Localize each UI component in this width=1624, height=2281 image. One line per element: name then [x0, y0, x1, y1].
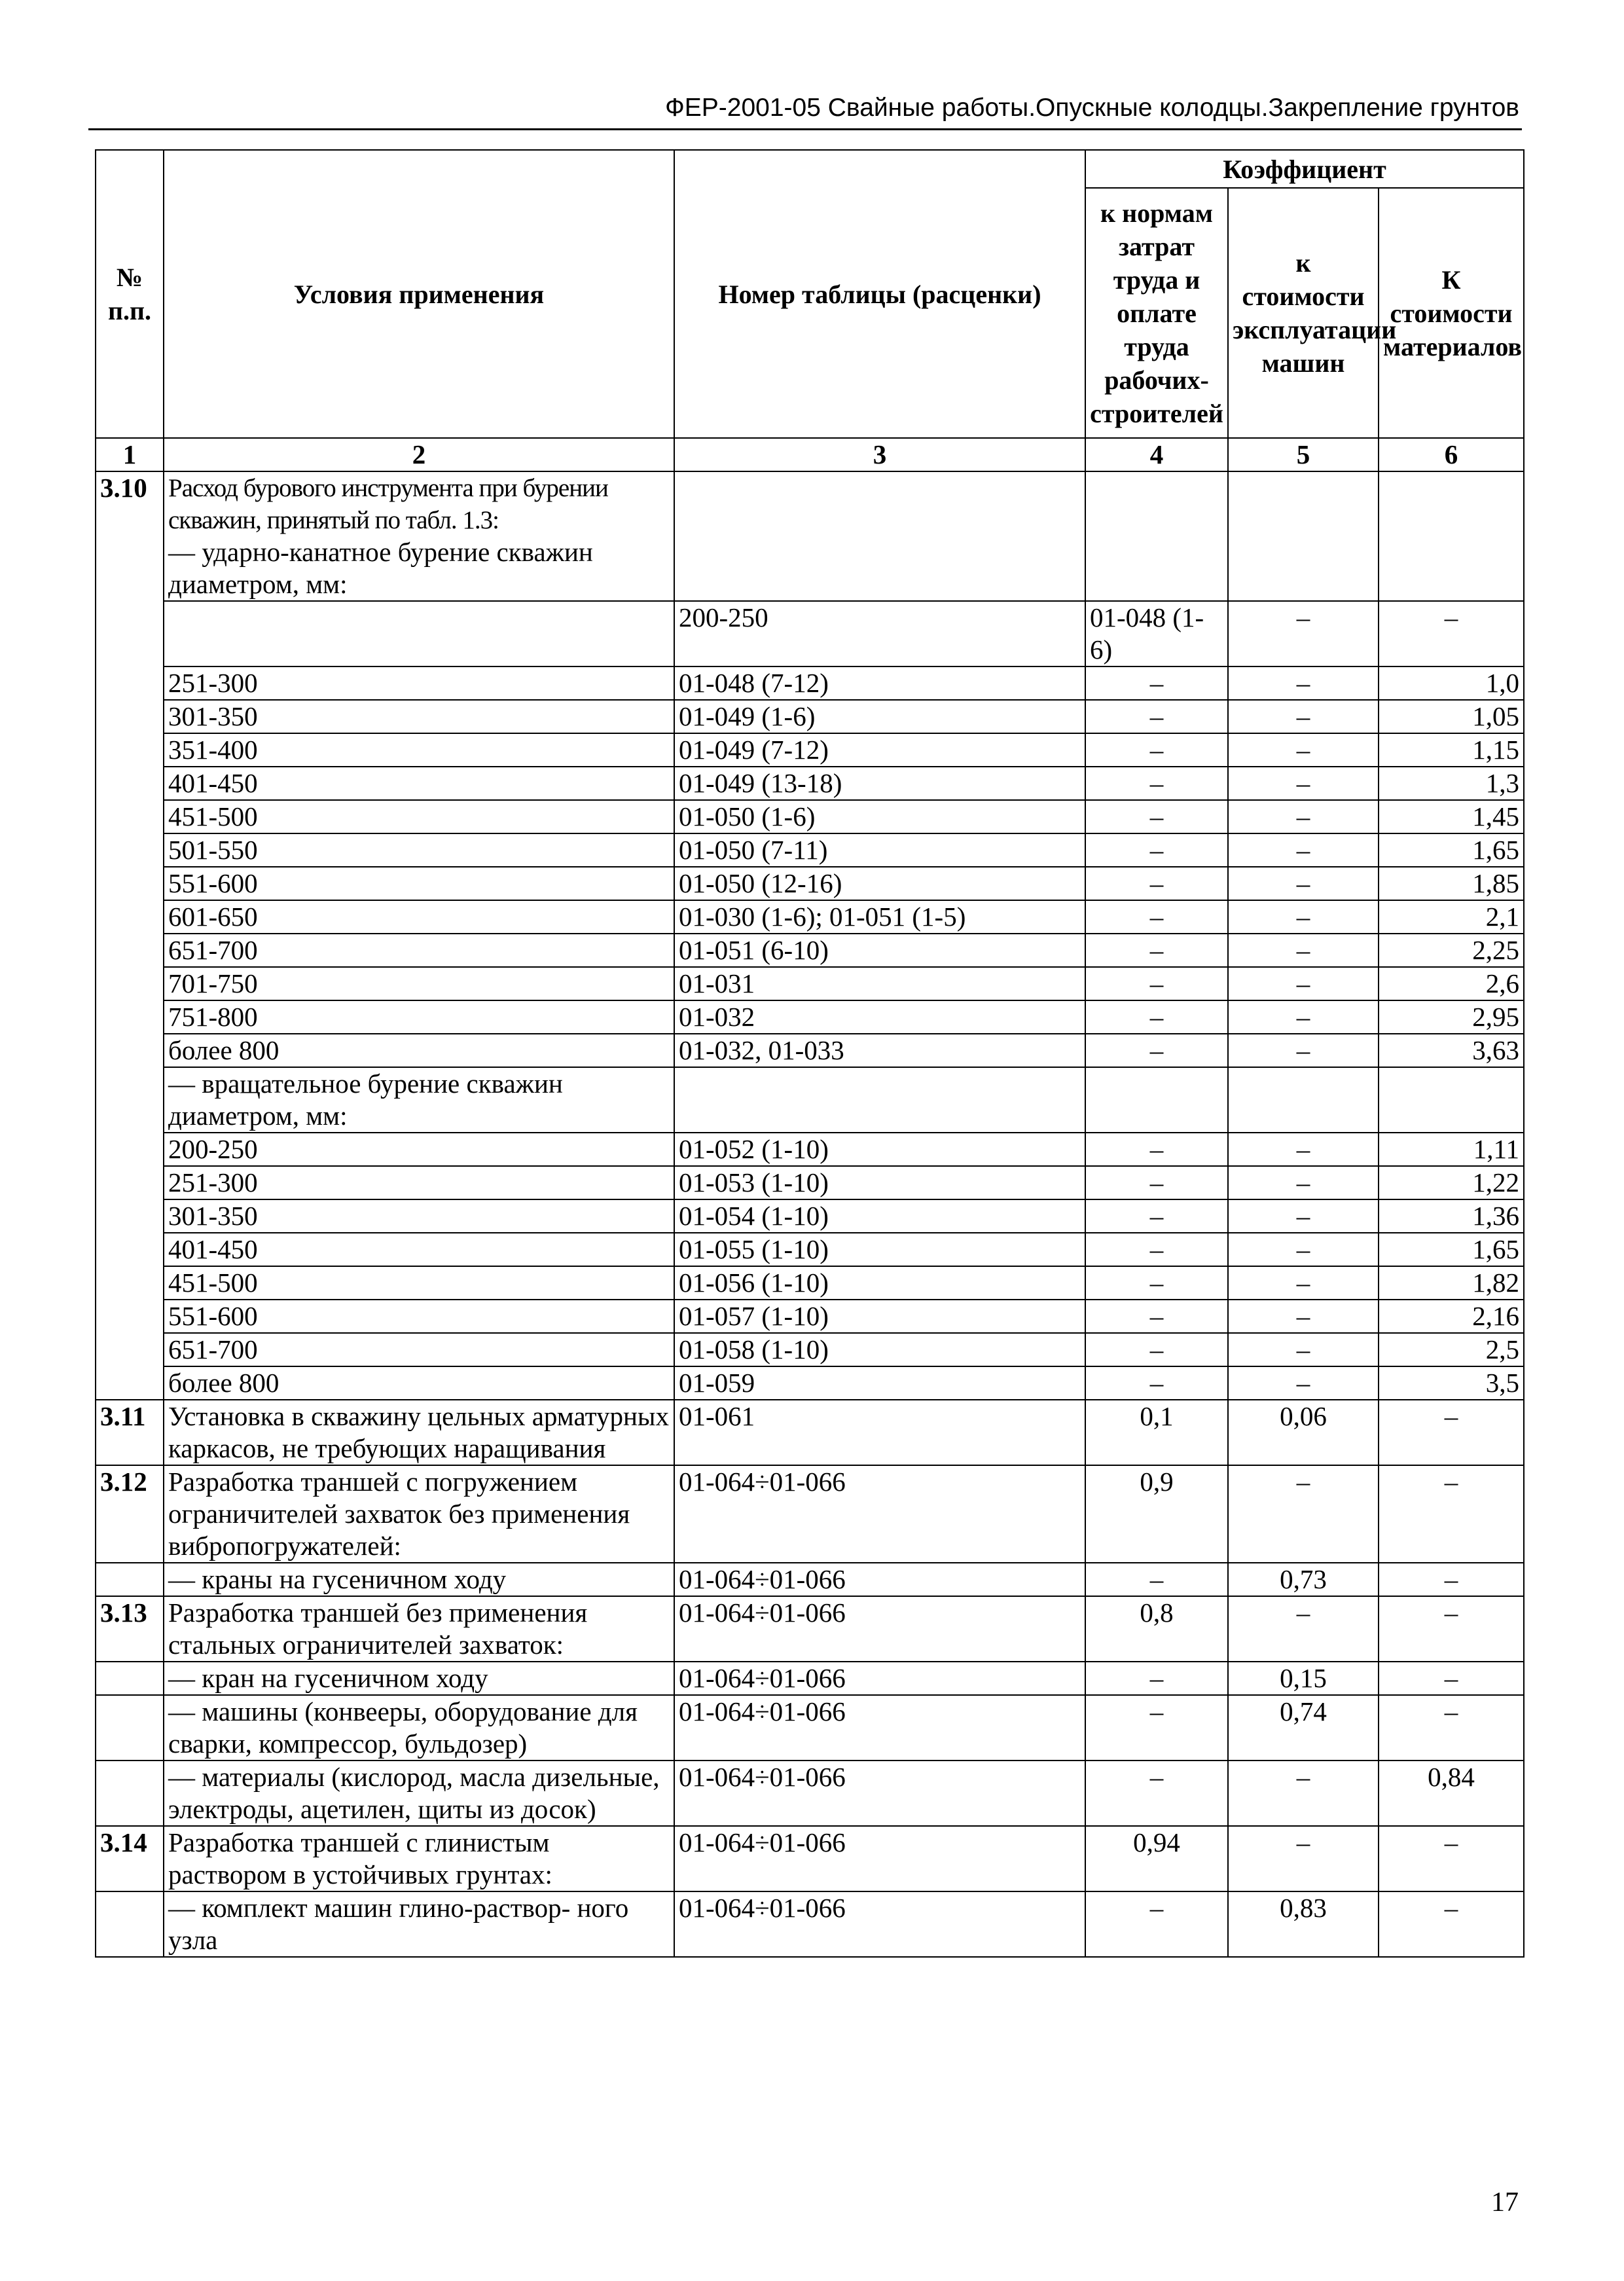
empty-cell [1228, 471, 1379, 536]
coef-machines: – [1228, 1166, 1379, 1199]
section-number-empty [96, 900, 164, 934]
header-rule [88, 128, 1522, 130]
empty-cell [1379, 536, 1524, 601]
diameter-range: 451-500 [164, 1266, 674, 1300]
empty-cell [1379, 471, 1524, 536]
coef-machines: 0,06 [1228, 1400, 1379, 1465]
section-number-empty [96, 1761, 164, 1826]
section-condition: Расход бурового инструмента при бурении скважин, принятый по табл. 1.3: [164, 471, 674, 536]
coef-labor: – [1085, 767, 1228, 800]
diameter-range: 651-700 [164, 1333, 674, 1366]
table-reference: 01-064÷01-066 [674, 1761, 1085, 1826]
table-row [96, 1300, 1524, 1333]
coef-machines: – [1228, 833, 1379, 867]
section-number-empty [96, 1695, 164, 1761]
coef-machines: – [1379, 601, 1524, 666]
coef-materials: 1,36 [1379, 1199, 1524, 1233]
coef-materials: – [1379, 1662, 1524, 1695]
table-reference: 01-064÷01-066 [674, 1695, 1085, 1761]
coef-labor: 0,1 [1085, 1400, 1228, 1465]
coef-machines: – [1228, 1761, 1379, 1826]
coef-materials: 1,65 [1379, 833, 1524, 867]
table-row [96, 1199, 1524, 1233]
coef-labor: – [1085, 967, 1228, 1000]
coef-materials: 1,22 [1379, 1166, 1524, 1199]
col-header-table-no: Номер таблицы (расценки) [674, 150, 1085, 438]
table-reference: 01-049 (1-6) [674, 700, 1085, 733]
col-header-num: № п.п. [96, 150, 164, 438]
diameter-range: 601-650 [164, 900, 674, 934]
coef-labor: – [1085, 1133, 1228, 1166]
table-row [96, 900, 1524, 934]
coef-labor: – [1085, 900, 1228, 934]
coef-machines: – [1228, 733, 1379, 767]
coef-labor: – [1085, 1233, 1228, 1266]
diameter-range: 251-300 [164, 666, 674, 700]
table-reference: 01-052 (1-10) [674, 1133, 1085, 1166]
coef-labor: – [1085, 1166, 1228, 1199]
empty-cell [674, 1067, 1085, 1133]
table-row [96, 1233, 1524, 1266]
coef-machines: – [1228, 900, 1379, 934]
section-condition: Разработка траншей без применения стальных ограничителей захваток: [164, 1596, 674, 1662]
empty-cell [1085, 536, 1228, 601]
coef-materials: 0,84 [1379, 1761, 1524, 1826]
table-reference: 01-049 (7-12) [674, 733, 1085, 767]
coef-labor: – [1085, 1300, 1228, 1333]
coef-labor: – [1085, 1000, 1228, 1034]
table-reference: 01-050 (1-6) [674, 800, 1085, 833]
section-number-empty [96, 1266, 164, 1300]
coef-materials: 3,5 [1379, 1366, 1524, 1400]
coef-labor: 0,9 [1085, 1465, 1228, 1563]
col-header-coefficient: Коэффициент [1085, 150, 1524, 188]
section-number-empty [96, 934, 164, 967]
table-reference: 01-055 (1-10) [674, 1233, 1085, 1266]
section-number-empty [96, 1233, 164, 1266]
table-reference: 01-053 (1-10) [674, 1166, 1085, 1199]
sub-condition: — машины (конвееры, оборудование для сварки, компрессор, бульдозер) [164, 1695, 674, 1761]
table-reference: 01-054 (1-10) [674, 1199, 1085, 1233]
subsection-label: — вращательное бурение скважин диаметром, мм: [164, 1067, 674, 1133]
coef-materials: 1,45 [1379, 800, 1524, 833]
diameter-range: 501-550 [164, 833, 674, 867]
section-number-empty [96, 1300, 164, 1333]
coef-machines: – [1228, 1133, 1379, 1166]
col-number: 1 [96, 438, 164, 471]
table-reference: 01-030 (1-6); 01-051 (1-5) [674, 900, 1085, 934]
coef-materials: 2,6 [1379, 967, 1524, 1000]
table-row [96, 700, 1524, 733]
coef-materials: 1,85 [1379, 867, 1524, 900]
coef-machines: – [1228, 800, 1379, 833]
coef-machines: 0,15 [1228, 1662, 1379, 1695]
col-number: 6 [1379, 438, 1524, 471]
coef-machines: – [1228, 1266, 1379, 1300]
coef-labor: – [1085, 666, 1228, 700]
coef-labor: 0,94 [1085, 1826, 1228, 1891]
col-header-conditions: Условия применения [164, 150, 674, 438]
coef-machines: – [1228, 1034, 1379, 1067]
coef-materials: – [1379, 1465, 1524, 1563]
empty-cell [1085, 471, 1228, 536]
table-reference: 01-031 [674, 967, 1085, 1000]
coef-materials: 1,15 [1379, 733, 1524, 767]
table-reference: 01-048 (7-12) [674, 666, 1085, 700]
coef-machines: – [1228, 1465, 1379, 1563]
col-number: 2 [164, 438, 674, 471]
coef-materials: 1,82 [1379, 1266, 1524, 1300]
section-number-empty [96, 1067, 164, 1133]
coef-materials: 1,0 [1379, 666, 1524, 700]
page-number: 17 [1491, 2187, 1519, 2217]
coef-labor: – [1085, 1266, 1228, 1300]
table-reference: 01-048 (1-6) [1085, 601, 1228, 666]
coef-machines: – [1228, 1333, 1379, 1366]
diameter-range: 701-750 [164, 967, 674, 1000]
coef-labor: – [1085, 1034, 1228, 1067]
diameter-range: более 800 [164, 1034, 674, 1067]
table-row [96, 1000, 1524, 1034]
diameter-range: 401-450 [164, 767, 674, 800]
section-number-empty [164, 601, 674, 666]
coef-machines: 0,73 [1228, 1563, 1379, 1596]
table-row [96, 1266, 1524, 1300]
section-number: 3.12 [96, 1465, 164, 1563]
col-header-labor: к нормам затрат труда и оплате труда рабочих-строителей [1085, 188, 1228, 438]
coef-machines: – [1228, 1596, 1379, 1662]
table-row [96, 767, 1524, 800]
empty-cell [1379, 1067, 1524, 1133]
section-number-empty [96, 1333, 164, 1366]
section-number-empty [96, 767, 164, 800]
coef-machines: – [1228, 1000, 1379, 1034]
col-number: 4 [1085, 438, 1228, 471]
coef-machines: – [1228, 666, 1379, 700]
section-condition: Разработка траншей с погружением ограничителей захваток без применения вибропогружателей: [164, 1465, 674, 1563]
section-number-empty [96, 1166, 164, 1199]
diameter-range: 200-250 [674, 601, 1085, 666]
table-reference: 01-057 (1-10) [674, 1300, 1085, 1333]
coef-labor: – [1085, 1761, 1228, 1826]
col-header-machines: к стоимости эксплуатации машин [1228, 188, 1379, 438]
coef-machines: – [1228, 934, 1379, 967]
coef-labor: – [1085, 733, 1228, 767]
diameter-range: 451-500 [164, 800, 674, 833]
table-reference: 01-051 (6-10) [674, 934, 1085, 967]
section-number: 3.11 [96, 1400, 164, 1465]
col-header-materials: К стоимости материалов [1379, 188, 1524, 438]
coef-machines: 0,74 [1228, 1695, 1379, 1761]
running-header: ФЕР-2001-05 Свайные работы.Опускные колодцы.Закрепление грунтов [665, 94, 1519, 122]
empty-cell [1228, 1067, 1379, 1133]
section-number-empty [96, 733, 164, 767]
table-reference: 01-064÷01-066 [674, 1826, 1085, 1891]
table-reference: 01-059 [674, 1366, 1085, 1400]
table-reference: 01-050 (12-16) [674, 867, 1085, 900]
diameter-range: 351-400 [164, 733, 674, 767]
coef-labor: – [1228, 601, 1379, 666]
coef-labor: – [1085, 934, 1228, 967]
table-reference: 01-064÷01-066 [674, 1662, 1085, 1695]
coef-materials: 3,63 [1379, 1034, 1524, 1067]
section-number-empty [96, 1662, 164, 1695]
coef-labor: – [1085, 700, 1228, 733]
section-condition: Разработка траншей с глинистым раствором в устойчивых грунтах: [164, 1826, 674, 1891]
diameter-range: 301-350 [164, 1199, 674, 1233]
coef-labor: – [1085, 1891, 1228, 1957]
table-reference: 01-064÷01-066 [674, 1596, 1085, 1662]
section-number: 3.13 [96, 1596, 164, 1662]
coef-labor: – [1085, 833, 1228, 867]
section-number-empty [96, 1133, 164, 1166]
sub-condition: — краны на гусеничном ходу [164, 1563, 674, 1596]
coef-labor: – [1085, 800, 1228, 833]
diameter-range: 200-250 [164, 1133, 674, 1166]
section-number-empty [96, 833, 164, 867]
section-number-empty [96, 800, 164, 833]
coef-materials: 2,5 [1379, 1333, 1524, 1366]
table-row [96, 833, 1524, 867]
coef-labor: 0,8 [1085, 1596, 1228, 1662]
table-row [96, 1333, 1524, 1366]
coef-labor: – [1085, 1366, 1228, 1400]
coef-machines: – [1228, 767, 1379, 800]
coef-materials: 2,25 [1379, 934, 1524, 967]
coef-materials: – [1379, 1400, 1524, 1465]
col-number: 3 [674, 438, 1085, 471]
table-row [96, 1166, 1524, 1199]
diameter-range: 401-450 [164, 1233, 674, 1266]
section-number-empty [96, 1000, 164, 1034]
section-number-empty [96, 666, 164, 700]
diameter-range: 301-350 [164, 700, 674, 733]
coef-labor: – [1085, 1563, 1228, 1596]
coef-materials: – [1379, 1826, 1524, 1891]
coef-labor: – [1085, 1695, 1228, 1761]
coef-machines: – [1228, 867, 1379, 900]
diameter-range: 751-800 [164, 1000, 674, 1034]
section-number-empty [96, 700, 164, 733]
coef-labor: – [1085, 1333, 1228, 1366]
coef-materials: – [1379, 1695, 1524, 1761]
coef-materials: 1,05 [1379, 700, 1524, 733]
section-number-empty [96, 1891, 164, 1957]
section-number-empty [96, 1563, 164, 1596]
section-number: 3.14 [96, 1826, 164, 1891]
section-number-empty [96, 1199, 164, 1233]
coef-machines: – [1228, 1199, 1379, 1233]
table-row [96, 934, 1524, 967]
empty-cell [674, 536, 1085, 601]
table-reference: 01-049 (13-18) [674, 767, 1085, 800]
table-row [96, 1366, 1524, 1400]
section-number-empty [96, 1034, 164, 1067]
table-reference: 01-058 (1-10) [674, 1333, 1085, 1366]
table-row [96, 1133, 1524, 1166]
subsection-label: — ударно-канатное бурение скважин диаметром, мм: [164, 536, 674, 601]
coef-machines: – [1228, 1233, 1379, 1266]
table-reference: 01-032, 01-033 [674, 1034, 1085, 1067]
table-reference: 01-050 (7-11) [674, 833, 1085, 867]
coef-labor: – [1085, 867, 1228, 900]
section-number-empty [96, 1366, 164, 1400]
empty-cell [1085, 1067, 1228, 1133]
table-row [96, 733, 1524, 767]
coef-materials: – [1379, 1563, 1524, 1596]
diameter-range: 551-600 [164, 867, 674, 900]
coef-machines: – [1228, 700, 1379, 733]
section-number-empty [96, 967, 164, 1000]
coef-materials: – [1379, 1891, 1524, 1957]
coef-machines: – [1228, 967, 1379, 1000]
coef-machines: 0,83 [1228, 1891, 1379, 1957]
coef-materials: 2,95 [1379, 1000, 1524, 1034]
diameter-range: 251-300 [164, 1166, 674, 1199]
coef-machines: – [1228, 1300, 1379, 1333]
section-number-empty [96, 867, 164, 900]
diameter-range: 551-600 [164, 1300, 674, 1333]
table-reference: 01-032 [674, 1000, 1085, 1034]
table-row [96, 867, 1524, 900]
table-row [96, 967, 1524, 1000]
coef-machines: – [1228, 1366, 1379, 1400]
empty-cell [674, 471, 1085, 536]
table-reference: 01-064÷01-066 [674, 1465, 1085, 1563]
table-row [96, 1034, 1524, 1067]
coef-machines: – [1228, 1826, 1379, 1891]
sub-condition: — кран на гусеничном ходу [164, 1662, 674, 1695]
coef-materials: – [1379, 1596, 1524, 1662]
table-row [96, 666, 1524, 700]
coef-materials: 2,1 [1379, 900, 1524, 934]
coef-materials: 2,16 [1379, 1300, 1524, 1333]
table-reference: 01-056 (1-10) [674, 1266, 1085, 1300]
empty-cell [1228, 536, 1379, 601]
table-row [96, 601, 1524, 666]
section-number: 3.10 [96, 471, 164, 666]
table-reference: 01-064÷01-066 [674, 1563, 1085, 1596]
coef-materials: 1,11 [1379, 1133, 1524, 1166]
diameter-range: более 800 [164, 1366, 674, 1400]
table-reference: 01-061 [674, 1400, 1085, 1465]
table-reference: 01-064÷01-066 [674, 1891, 1085, 1957]
sub-condition: — комплект машин глино-раствор- ного узла [164, 1891, 674, 1957]
sub-condition: — материалы (кислород, масла дизельные, электроды, ацетилен, щиты из досок) [164, 1761, 674, 1826]
coef-materials: 1,3 [1379, 767, 1524, 800]
coef-materials: 1,65 [1379, 1233, 1524, 1266]
coefficient-table [95, 149, 1525, 1958]
col-number: 5 [1228, 438, 1379, 471]
coef-labor: – [1085, 1199, 1228, 1233]
coef-labor: – [1085, 1662, 1228, 1695]
section-condition: Установка в скважину цельных арматурных каркасов, не требующих наращивания [164, 1400, 674, 1465]
diameter-range: 651-700 [164, 934, 674, 967]
table-row [96, 800, 1524, 833]
